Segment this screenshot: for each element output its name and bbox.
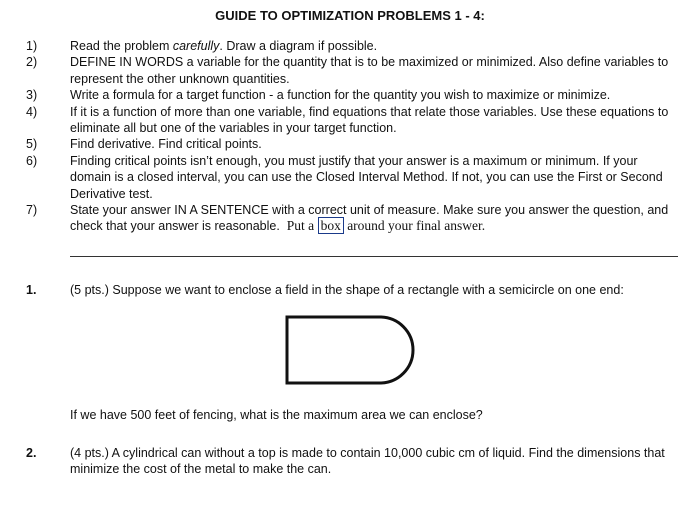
step-text-start: Read the problem: [70, 39, 173, 53]
tail-before: Put a: [286, 218, 318, 234]
page-title: GUIDE TO OPTIMIZATION PROBLEMS 1 - 4:: [215, 8, 485, 23]
guide-step: [0, 136, 700, 152]
step-number: 1): [26, 39, 38, 53]
boxed-word: box: [318, 217, 344, 234]
step-number: 4): [26, 104, 38, 119]
step-text-end: . Draw a diagram if possible.: [219, 39, 378, 53]
step-text: Finding critical points isn’t enough, you must justify that your answer is a maximum or minimum. If your domain is a closed interval, you can use the Closed Interval Method. If not, you can use the First or Second Derivative test.: [70, 153, 663, 201]
guide-list: [0, 38, 700, 235]
divider: [70, 256, 678, 257]
problem-number: 2.: [26, 446, 37, 460]
guide-step: [0, 104, 700, 137]
guide-step: [0, 87, 700, 103]
rectangle-semicircle-diagram: [282, 312, 422, 388]
problem-text: (4 pts.) A cylindrical can without a top is made to contain 10,000 cubic cm of liquid. Find the dimensions that minimize the cost of the metal to make the can.: [70, 446, 665, 477]
problem-text: (5 pts.) Suppose we want to enclose a field in the shape of a rectangle with a semicircle on one end:: [70, 283, 624, 297]
step-text: Find derivative. Find critical points.: [70, 137, 262, 152]
step-number: 3): [26, 88, 38, 103]
problem-number: 1.: [26, 283, 37, 297]
step-number: 7): [26, 203, 38, 218]
step-text: If it is a function of more than one variable, find equations that relate those variables. Use these equations to eliminate all but one of the variables in your target function.: [70, 104, 669, 136]
step-text: [70, 202, 675, 235]
step-number: 2): [26, 55, 38, 70]
step-text-main: State your answer IN A SENTENCE with a correct unit of measure. Make sure you answer the question, and check that your answer is reasonable.: [70, 203, 669, 234]
step-number: 5): [26, 137, 38, 152]
guide-step: [0, 38, 700, 54]
step-number: 6): [26, 153, 38, 168]
step-text: Write a formula for a target function - a function for the quantity you wish to maximize or minimize.: [70, 88, 611, 103]
step-text-emphasis: carefully: [172, 39, 220, 53]
problem-1: [0, 282, 700, 298]
problem-followup: If we have 500 feet of fencing, what is the maximum area we can enclose?: [70, 408, 483, 422]
guide-step: [0, 153, 700, 202]
guide-step: [0, 202, 700, 235]
tail-after: around your final answer.: [343, 218, 486, 234]
step-text: DEFINE IN WORDS a variable for the quantity that is to be maximized or minimized. Also define variables to represent the other unknown quantities.: [70, 55, 669, 86]
guide-step: [0, 54, 700, 87]
step-text: [70, 38, 675, 54]
problem-2: [0, 445, 700, 478]
step-text-tail: [287, 217, 485, 234]
